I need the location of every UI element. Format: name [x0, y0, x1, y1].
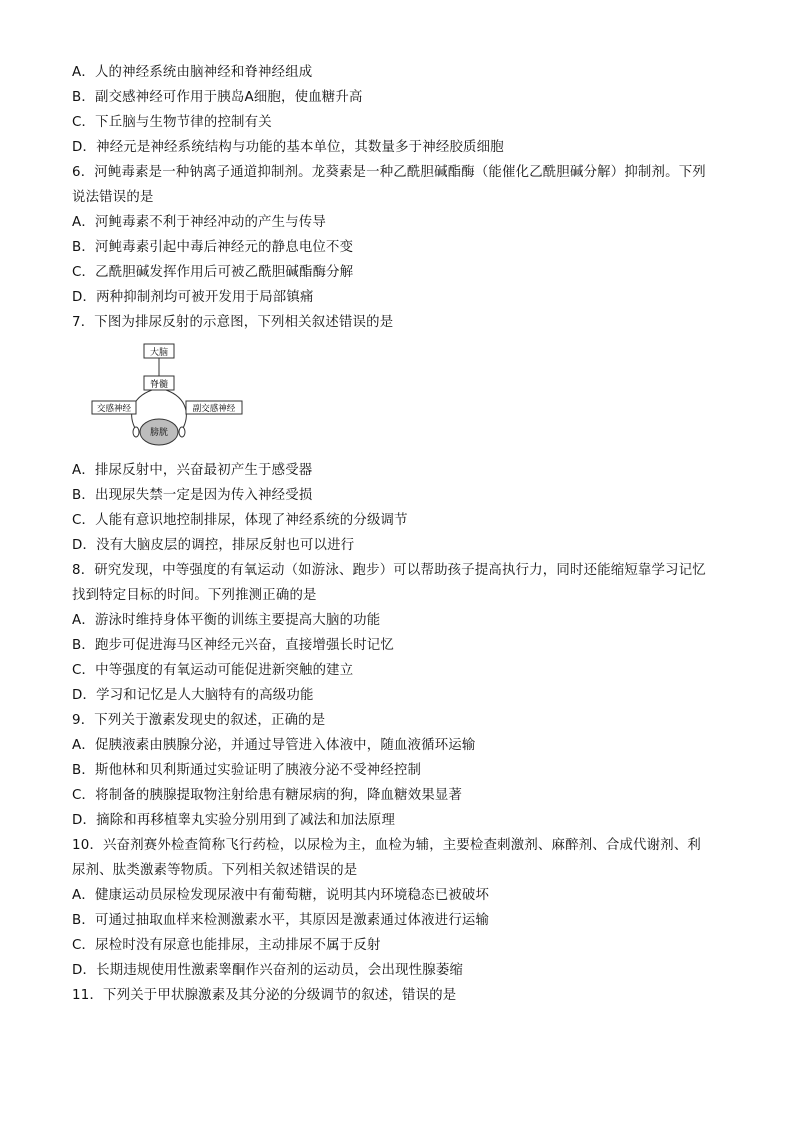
option-line: D．摘除和再移植睾丸实验分别用到了减法和加法原理: [72, 813, 396, 828]
question-line: 7．下图为排尿反射的示意图，下列相关叙述错误的是: [72, 315, 394, 330]
option-line: A．游泳时维持身体平衡的训练主要提高大脑的功能: [72, 613, 381, 628]
option-line: C．乙酰胆碱发挥作用后可被乙酰胆碱酯酶分解: [72, 265, 354, 280]
brain-label: 大脑: [149, 348, 169, 358]
option-line: A．健康运动员尿检发现尿液中有葡萄糖，说明其内环境稳态已被破坏: [72, 888, 490, 903]
option-line: D．神经元是神经系统结构与功能的基本单位，其数量多于神经胶质细胞: [72, 140, 504, 155]
option-line: B．可通过抽取血样来检测激素水平，其原因是激素通过体液进行运输: [72, 913, 490, 928]
option-line: C．尿检时没有尿意也能排尿，主动排尿不属于反射: [72, 938, 381, 953]
option-line: B．斯他林和贝利斯通过实验证明了胰液分泌不受神经控制: [72, 763, 422, 778]
option-line: C．人能有意识地控制排尿，体现了神经系统的分级调节: [72, 513, 408, 528]
question-line: 10．兴奋剂赛外检查简称飞行药检，以尿检为主，血检为辅，主要检查刺激剂、麻醉剂、合成代谢剂、利: [72, 838, 702, 853]
spinal-cord-label: 脊髓: [149, 380, 169, 390]
sympathetic-label: 交感神经: [96, 404, 132, 414]
question-line: 8．研究发现，中等强度的有氧运动（如游泳、跑步）可以帮助孩子提高执行力，同时还能缩短靠学习记忆: [72, 563, 706, 578]
bladder-label: 膀胱: [149, 428, 169, 438]
option-line: B．河鲀毒素引起中毒后神经元的静息电位不变: [72, 240, 354, 255]
option-line: A．人的神经系统由脑神经和脊神经组成: [72, 65, 313, 80]
option-line: C．将制备的胰腺提取物注射给患有糖尿病的狗，降血糖效果显著: [72, 788, 463, 803]
option-line: B．跑步可促进海马区神经元兴奋，直接增强长时记忆: [72, 638, 394, 653]
option-line: B．出现尿失禁一定是因为传入神经受损: [72, 488, 313, 503]
micturition-reflex-diagram: [90, 340, 250, 450]
option-line: A．河鲀毒素不利于神经冲动的产生与传导: [72, 215, 326, 230]
question-line: 尿剂、肽类激素等物质。下列相关叙述错误的是: [72, 863, 358, 878]
option-line: C．中等强度的有氧运动可能促进新突触的建立: [72, 663, 354, 678]
question-line: 11．下列关于甲状腺激素及其分泌的分级调节的叙述，错误的是: [72, 988, 457, 1003]
option-line: D．长期违规使用性激素睾酮作兴奋剂的运动员，会出现性腺萎缩: [72, 963, 464, 978]
option-line: A．促胰液素由胰腺分泌，并通过导管进入体液中，随血液循环运输: [72, 738, 476, 753]
option-line: B．副交感神经可作用于胰岛A细胞，使血糖升高: [72, 90, 363, 105]
option-line: D．没有大脑皮层的调控，排尿反射也可以进行: [72, 538, 355, 553]
question-line: 找到特定目标的时间。下列推测正确的是: [72, 588, 317, 603]
question-line: 9．下列关于激素发现史的叙述，正确的是: [72, 713, 326, 728]
option-line: A．排尿反射中，兴奋最初产生于感受器: [72, 463, 313, 478]
question-line: 6．河鲀毒素是一种钠离子通道抑制剂。龙葵素是一种乙酰胆碱酯酶（能催化乙酰胆碱分解）抑制剂。下列: [72, 165, 706, 180]
question-line: 说法错误的是: [72, 190, 154, 205]
option-line: D．学习和记忆是人大脑特有的高级功能: [72, 688, 314, 703]
parasympathetic-label: 副交感神经: [192, 404, 236, 414]
option-line: C．下丘脑与生物节律的控制有关: [72, 115, 272, 130]
option-line: D．两种抑制剂均可被开发用于局部镇痛: [72, 290, 314, 305]
